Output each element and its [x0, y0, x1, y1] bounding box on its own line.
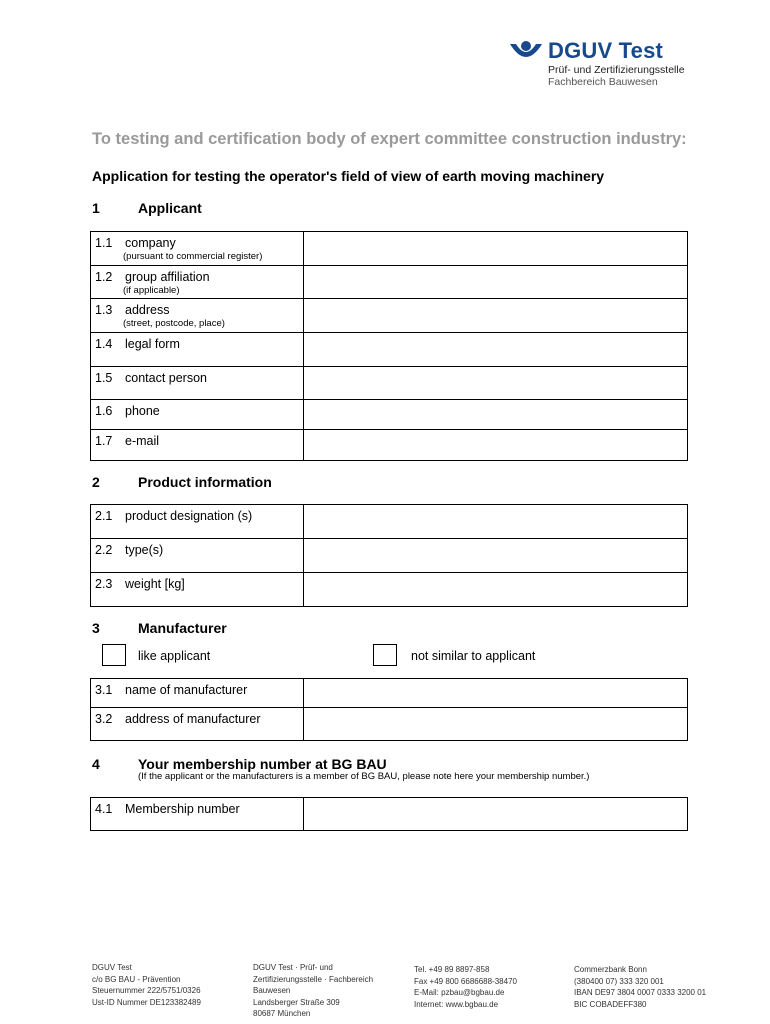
row-label: contact person — [125, 371, 207, 385]
company-label-cell — [91, 232, 304, 266]
membership-number-label-cell — [91, 798, 304, 831]
footer-line: Landsberger Straße 309 — [253, 997, 340, 1007]
row-number: 1.3 — [95, 303, 113, 317]
row-number: 1.5 — [95, 371, 113, 385]
section-2-title: Product information — [138, 474, 272, 490]
footer-col-1 — [92, 962, 201, 1008]
footer-line: Ust-ID Nummer DE123382489 — [92, 997, 201, 1007]
email-field[interactable] — [303, 430, 687, 461]
group-affiliation-field[interactable] — [303, 266, 687, 299]
footer-line: Internet: www.bgbau.de — [414, 999, 499, 1009]
footer-line: DGUV Test · Prüf- und — [253, 963, 333, 972]
table-row — [91, 430, 688, 461]
table-row — [91, 333, 688, 367]
row-number: 4.1 — [95, 802, 113, 816]
weight-label-cell — [91, 573, 304, 607]
footer-line: DGUV Test — [92, 963, 132, 972]
table-row — [91, 400, 688, 430]
table-row — [91, 505, 688, 539]
table-row — [91, 232, 688, 266]
phone-label-cell — [91, 400, 304, 430]
page-heading: To testing and certification body of expert committee construction industry: — [92, 130, 687, 148]
manufacturer-address-field[interactable] — [303, 708, 687, 741]
contact-person-field[interactable] — [303, 367, 687, 400]
footer-line: 80687 München — [253, 1009, 311, 1018]
row-note: (if applicable) — [123, 285, 180, 296]
dguv-logo — [508, 38, 698, 88]
applicant-table — [90, 231, 688, 461]
not-similar-label: not similar to applicant — [411, 649, 536, 663]
product-designation-label-cell — [91, 505, 304, 539]
footer-line: BIC COBADEFF380 — [574, 999, 647, 1009]
phone-field[interactable] — [303, 400, 687, 430]
manufacturer-name-label-cell — [91, 679, 304, 708]
type-label-cell — [91, 539, 304, 573]
product-designation-field[interactable] — [303, 505, 687, 539]
table-row — [91, 266, 688, 299]
logo-brand: DGUV Test — [548, 38, 664, 63]
membership-number-field[interactable] — [303, 798, 687, 831]
row-note: (pursuant to commercial register) — [123, 251, 263, 262]
section-1-title: Applicant — [138, 200, 202, 216]
row-number: 1.1 — [95, 236, 113, 250]
like-applicant-label: like applicant — [138, 649, 211, 663]
address-label-cell — [91, 299, 304, 333]
legal-form-label-cell — [91, 333, 304, 367]
row-label: company — [125, 236, 176, 250]
row-number: 1.6 — [95, 404, 113, 418]
row-note: (street, postcode, place) — [123, 318, 225, 329]
legal-form-field[interactable] — [303, 333, 687, 367]
footer-line: Tel. +49 89 8897-858 — [414, 965, 490, 974]
row-number: 2.3 — [95, 577, 113, 591]
footer-line: c/o BG BAU - Prävention — [92, 974, 181, 984]
row-label: weight [kg] — [125, 577, 185, 591]
footer-line: IBAN DE97 3804 0007 0333 3200 01 — [574, 988, 707, 997]
manufacturer-address-label-cell — [91, 708, 304, 741]
row-number: 2.1 — [95, 509, 113, 523]
weight-field[interactable] — [303, 573, 687, 607]
row-label: name of manufacturer — [125, 683, 248, 697]
footer-line: Bauwesen — [253, 986, 291, 995]
footer-col-2 — [253, 962, 373, 1020]
row-number: 1.4 — [95, 337, 113, 351]
section-4-title: Your membership number at BG BAU — [138, 756, 387, 772]
logo-subtitle: Prüf- und Zertifizierungsstelle — [548, 64, 685, 76]
table-row — [91, 299, 688, 333]
row-number: 1.7 — [95, 434, 113, 448]
section-4-number: 4 — [92, 756, 100, 772]
dguv-logo-icon — [508, 40, 544, 66]
footer-line: Zertifizierungsstelle · Fachbereich — [253, 974, 374, 984]
email-label-cell — [91, 430, 304, 461]
footer-col-4 — [574, 964, 706, 1010]
row-number: 3.1 — [95, 683, 113, 697]
logo-department: Fachbereich Bauwesen — [548, 76, 658, 88]
section-1-number: 1 — [92, 200, 100, 216]
row-label: address — [125, 303, 170, 317]
footer-line: E-Mail: pzbau@bgbau.de — [414, 988, 505, 997]
table-row — [91, 573, 688, 607]
row-label: Membership number — [125, 802, 240, 816]
footer-line: Fax +49 800 6686688-38470 — [414, 976, 517, 986]
table-row — [91, 798, 688, 831]
page-title: Application for testing the operator's field of view of earth moving machinery — [92, 168, 605, 184]
membership-table — [90, 797, 688, 831]
not-similar-checkbox[interactable] — [373, 644, 397, 666]
footer-line: Commerzbank Bonn — [574, 965, 647, 974]
row-label: phone — [125, 404, 160, 418]
section-2-number: 2 — [92, 474, 100, 490]
row-label: legal form — [125, 337, 180, 351]
footer-col-3 — [414, 964, 517, 1010]
like-applicant-checkbox[interactable] — [102, 644, 126, 666]
row-label: group affiliation — [125, 270, 210, 284]
section-4-note: (If the applicant or the manufacturers is a member of BG BAU, please note here your membership number.) — [138, 771, 590, 782]
table-row — [91, 708, 688, 741]
row-label: e-mail — [125, 434, 160, 448]
row-number: 2.2 — [95, 543, 113, 557]
group-affiliation-label-cell — [91, 266, 304, 299]
section-3-number: 3 — [92, 620, 100, 636]
row-label: type(s) — [125, 543, 164, 557]
manufacturer-name-field[interactable] — [303, 679, 687, 708]
row-label: address of manufacturer — [125, 712, 261, 726]
address-field[interactable] — [303, 299, 687, 333]
row-label: product designation (s) — [125, 509, 253, 523]
row-number: 1.2 — [95, 270, 113, 284]
table-row — [91, 367, 688, 400]
type-field[interactable] — [303, 539, 687, 573]
table-row — [91, 539, 688, 573]
product-table — [90, 504, 688, 607]
row-number: 3.2 — [95, 712, 113, 726]
footer-line: Steuernummer 222/5751/0326 — [92, 986, 201, 995]
section-3-title: Manufacturer — [138, 620, 227, 636]
manufacturer-table — [90, 678, 688, 741]
contact-person-label-cell — [91, 367, 304, 400]
footer-line: (380400 07) 333 320 001 — [574, 976, 664, 986]
company-field[interactable] — [303, 232, 687, 266]
table-row — [91, 679, 688, 708]
